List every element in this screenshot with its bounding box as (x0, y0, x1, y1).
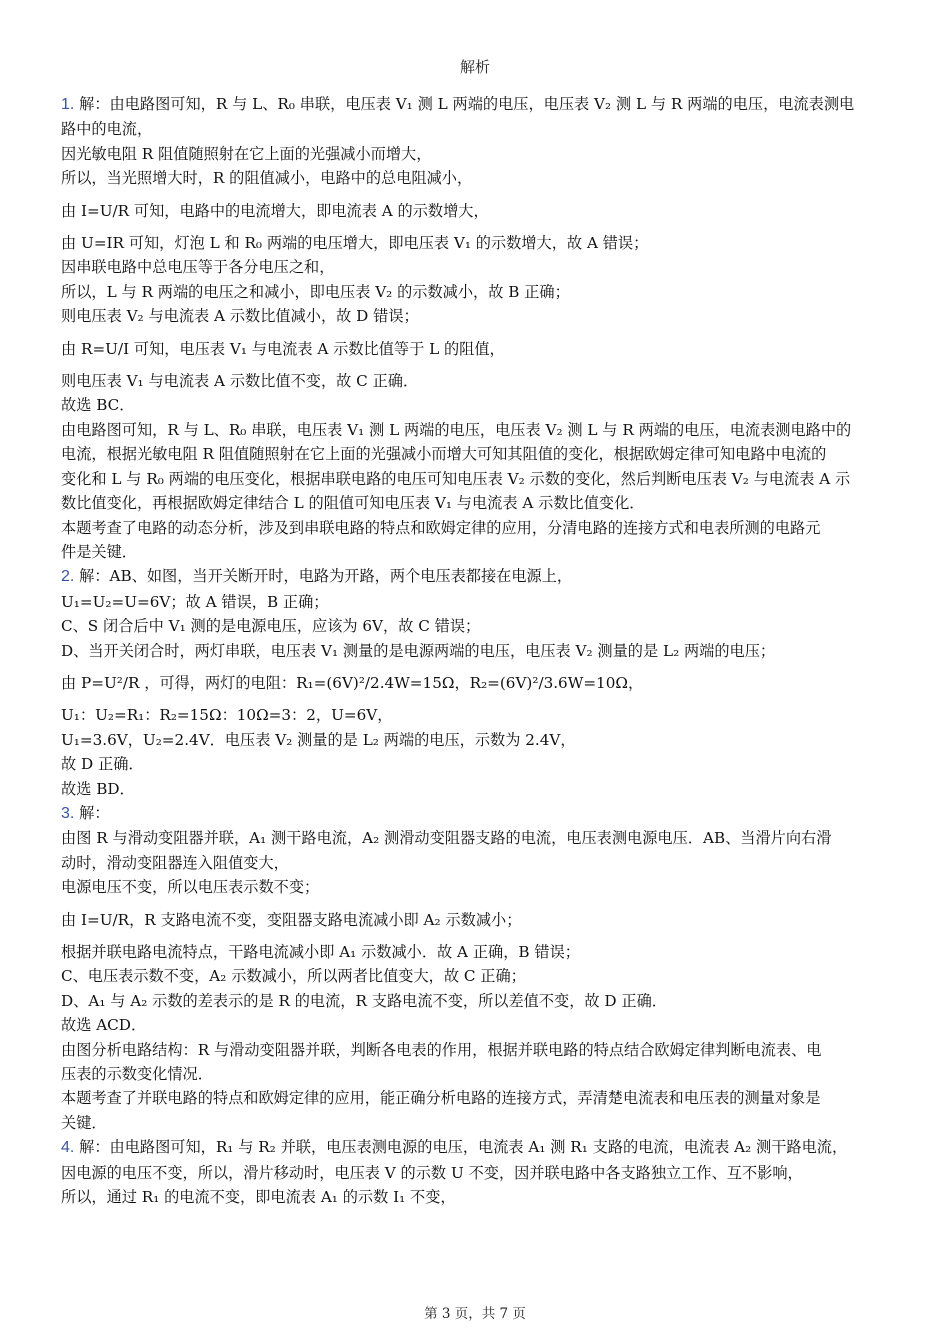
text-line (61, 442, 893, 466)
page-footer: 第 3 页，共 7 页 (424, 1306, 526, 1322)
line-text: D、当开关闭合时，两灯串联，电压表 V₁ 测量的是电源两端的电压，电压表 V₂ 测量的是 L₂ 两端的电压； (61, 641, 776, 660)
text-line (61, 1086, 893, 1110)
text-line (61, 989, 893, 1013)
line-text: 本题考查了并联电路的特点和欧姆定律的应用，能正确分析电路的连接方式，弄清楚电流表和电压表的测量对象是 (61, 1089, 821, 1108)
text-line (61, 467, 893, 491)
line-text: 解：AB、如图，当开关断开时，电路为开路，两个电压表都接在电源上， (74, 567, 573, 586)
text-line (61, 1185, 893, 1209)
line-text: 由 I=U/R，R 支路电流不变，变阻器支路电流减小即 A₂ 示数减小； (61, 910, 522, 929)
question-number: 1. (61, 96, 75, 113)
line-text: 由 I=U/R 可知，电路中的电流增大，即电流表 A 的示数增大， (61, 201, 489, 220)
text-line (61, 964, 893, 988)
text-line (61, 1111, 893, 1135)
text-line (61, 166, 893, 190)
line-text: 路中的电流， (61, 120, 153, 139)
text-line (61, 639, 893, 663)
line-text: 关键． (61, 1113, 107, 1132)
line-text: 电源电压不变，所以电压表示数不变； (61, 878, 320, 897)
line-text: 由图分析电路结构：R 与滑动变阻器并联，判断各电表的作用，根据并联电路的特点结合欧姆定律判断电流表、电 (61, 1040, 822, 1059)
line-text: 根据并联电路电流特点，干路电流减小即 A₁ 示数减小．故 A 正确，B 错误； (61, 943, 580, 961)
text-line (61, 1013, 893, 1037)
question-number: 4. (61, 1139, 75, 1157)
line-text: C、S 闭合后中 V₁ 测的是电源电压，应该为 6V，故 C 错误； (61, 617, 481, 636)
line-text: 故选 ACD． (61, 1016, 147, 1035)
line-text: 因电源的电压不变，所以，滑片移动时，电压表 V 的示数 U 不变，因并联电路中各支路独立工作、互不影响， (61, 1163, 803, 1182)
line-text: 由图 R 与滑动变阻器并联，A₁ 测干路电流，A₂ 测滑动变阻器支路的电流，电压表测电源电压．AB、当滑片向右滑 (61, 829, 832, 848)
text-line (61, 801, 893, 826)
line-text: 数比值变化，再根据欧姆定律结合 L 的阻值可知电压表 V₁ 与电流表 A 示数比值变化． (61, 494, 645, 513)
line-text: 件是关键． (61, 542, 137, 561)
line-text: 动时，滑动变阻器连入阻值变大， (61, 853, 289, 872)
line-text: 所以，通过 R₁ 的电流不变，即电流表 A₁ 的示数 I₁ 不变， (61, 1188, 456, 1207)
line-text: 由电路图可知，R 与 L、R₀ 串联，电压表 V₁ 测 L 两端的电压，电压表 V₂ 测 L 与 R 两端的电压，电流表测电路中的 (61, 420, 852, 439)
line-text: 电流，根据光敏电阻 R 阻值随照射在它上面的光强减小而增大可知其阻值的变化，根据欧姆定律可知电路中电流的 (61, 445, 827, 464)
text-line (61, 851, 893, 875)
line-text: 由 U=IR 可知，灯泡 L 和 R₀ 两端的电压增大，即电压表 V₁ 的示数增大，故 A 错误； (61, 234, 649, 253)
text-line (61, 590, 893, 614)
text-line (61, 418, 893, 442)
text-line (61, 255, 893, 279)
line-text: C、电压表示数不变，A₂ 示数减小，所以两者比值变大，故 C 正确； (61, 967, 526, 986)
text-line (61, 540, 893, 564)
text-line (61, 199, 893, 223)
text-line (61, 117, 893, 141)
text-line (61, 142, 893, 166)
text-line (61, 516, 893, 540)
text-line (61, 92, 893, 117)
line-text: D、A₁ 与 A₂ 示数的差表示的是 R 的电流，R 支路电流不变，所以差值不变，故 D 正确． (61, 991, 667, 1010)
text-line (61, 752, 893, 776)
line-text: 所以，L 与 R 两端的电压之和减小，即电压表 V₂ 的示数减小，故 B 正确； (61, 282, 570, 301)
text-line (61, 1161, 893, 1185)
text-line (61, 564, 893, 589)
line-text: 因光敏电阻 R 阻值随照射在它上面的光强减小而增大， (61, 144, 432, 163)
line-text: 解： (74, 803, 110, 822)
solution-content (61, 92, 893, 1209)
line-text: 解：由电路图可知，R 与 L、R₀ 串联，电压表 V₁ 测 L 两端的电压，电压表 V₂ 测 L 与 R 两端的电压，电流表测电 (74, 95, 855, 113)
line-text: 压表的示数变化情况． (61, 1065, 213, 1084)
line-text: 所以，当光照增大时，R 的阻值减小，电路中的总电阻减小， (61, 169, 473, 188)
text-line (61, 671, 893, 695)
text-line (61, 1062, 893, 1086)
line-text: U₁=U₂=U=6V；故 A 错误，B 正确； (61, 592, 329, 611)
text-line (61, 231, 893, 255)
text-line (61, 875, 893, 899)
text-line (61, 491, 893, 515)
text-line (61, 777, 893, 801)
text-line (61, 940, 893, 964)
text-line (61, 703, 893, 727)
line-text: 变化和 L 与 R₀ 两端的电压变化，根据串联电路的电压可知电压表 V₂ 示数的变化，然后判断电压表 V₂ 与电流表 A 示 (61, 469, 851, 488)
text-line (61, 369, 893, 393)
text-line (61, 1038, 893, 1062)
line-text: 则电压表 V₁ 与电流表 A 示数比值不变，故 C 正确． (61, 372, 419, 391)
line-text: U₁：U₂=R₁：R₂=15Ω：10Ω=3：2，U=6V， (61, 706, 393, 725)
text-line (61, 280, 893, 304)
text-line (61, 1135, 893, 1160)
text-line (61, 337, 893, 361)
question-number: 3. (61, 804, 75, 822)
text-line (61, 614, 893, 638)
text-line (61, 908, 893, 932)
line-text: U₁=3.6V，U₂=2.4V．电压表 V₂ 测量的是 L₂ 两端的电压，示数为 2.4V， (61, 730, 576, 749)
line-text: 因串联电路中总电压等于各分电压之和， (61, 258, 335, 277)
line-text: 本题考查了电路的动态分析，涉及到串联电路的特点和欧姆定律的应用，分清电路的连接方式和电表所测的电路元 (61, 518, 821, 537)
text-line (61, 304, 893, 328)
page-title: 解析 (459, 58, 490, 76)
text-line (61, 393, 893, 417)
question-number: 2. (61, 568, 75, 586)
line-text: 故 D 正确． (61, 755, 144, 774)
line-text: 解：由电路图可知，R₁ 与 R₂ 并联，电压表测电源的电压，电流表 A₁ 测 R₁ 支路的电流，电流表 A₂ 测干路电流， (74, 1138, 848, 1157)
line-text: 故选 BD． (61, 779, 135, 798)
line-text: 则电压表 V₂ 与电流表 A 示数比值减小，故 D 错误； (61, 307, 419, 326)
text-line (61, 826, 893, 850)
line-text: 由 R=U/I 可知，电压表 V₁ 与电流表 A 示数比值等于 L 的阻值， (61, 339, 505, 358)
text-line (61, 728, 893, 752)
line-text: 由 P=U²/R ，可得，两灯的电阻：R₁=(6V)²/2.4W=15Ω，R₂=(6V)²/3.6W=10Ω， (61, 673, 644, 692)
line-text: 故选 BC． (61, 396, 135, 415)
